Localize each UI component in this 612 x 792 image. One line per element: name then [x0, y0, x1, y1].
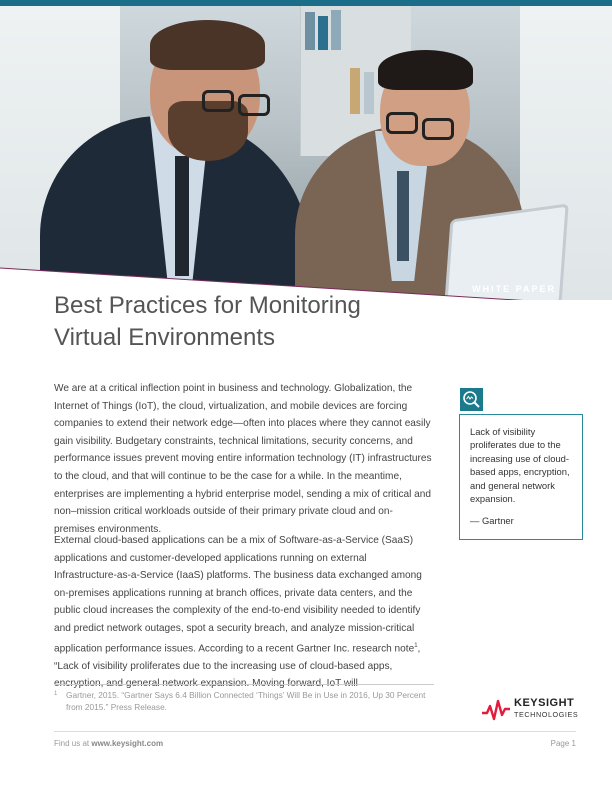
footnote [54, 684, 434, 713]
page-title: Best Practices for Monitoring Virtual Environments [54, 292, 361, 351]
footer-find-us: Find us at www.keysight.com [54, 739, 164, 748]
paragraph-1: We are at a critical inflection point in business and technology. Globalization, the Internet of Things (IoT), the cloud, virtualization, and mobile devices are forcing companies to extend their network edge—often into places where they cannot easily gain visibility. Budgetary constraints, technical limitations, security concerns, and performance issues prevent moving entire information technology (IT) infrastructures to the cloud, and that will continue to be the case for a while. In the meantime, enterprises are implementing a hybrid enterprise model, sending a mix of critical and non–mission critical workloads outside of their primary private cloud and on-premises environments. [54, 383, 432, 535]
white-paper-label: WHITE PAPER [472, 284, 556, 294]
paragraph-2: External cloud-based applications can be a mix of Software-as-a-Service (SaaS) applications and customer-developed applications running on external Infrastructure-as-a-Service (IaaS) platforms. The business data exchanged among on-premises applications running at branch offices, private data centers, and the public cloud increases the complexity of the end-to-end visibility needed to identify and predict network outages, spot a security breach, and analyze mission-critical application performance issues. According to a recent Gartner Inc. research note$^1$, “Lack of visibility proliferates due to the increasing use of cloud-based apps, encryption, and general network expansion. Moving forward, IoT will [54, 535, 422, 690]
page-number: Page 1 [550, 739, 576, 748]
hero-image [0, 6, 612, 300]
footer-url-link[interactable]: www.keysight.com [91, 739, 164, 748]
quote-callout [459, 414, 583, 540]
footnote-ref[interactable]: 1 [414, 642, 418, 649]
logo-subtitle: TECHNOLOGIES [514, 710, 579, 719]
callout-quote: Lack of visibility proliferates due to the increasing use of cloud-based apps, encryption, and general network expansion. [470, 426, 570, 505]
footnote-number: 1 [54, 691, 58, 697]
callout-source: — Gartner [470, 515, 514, 527]
glasses-icon [202, 90, 234, 112]
logo-name: KEYSIGHT [514, 697, 575, 709]
footnote-text: Gartner, 2015. “Gartner Says 6.4 Billion Connected ‘Things’ Will Be in Use in 2016, Up 30 Percent from 2015.” Press Release. [66, 690, 426, 712]
magnifier-chart-icon [460, 388, 483, 411]
footer-divider [54, 731, 576, 732]
